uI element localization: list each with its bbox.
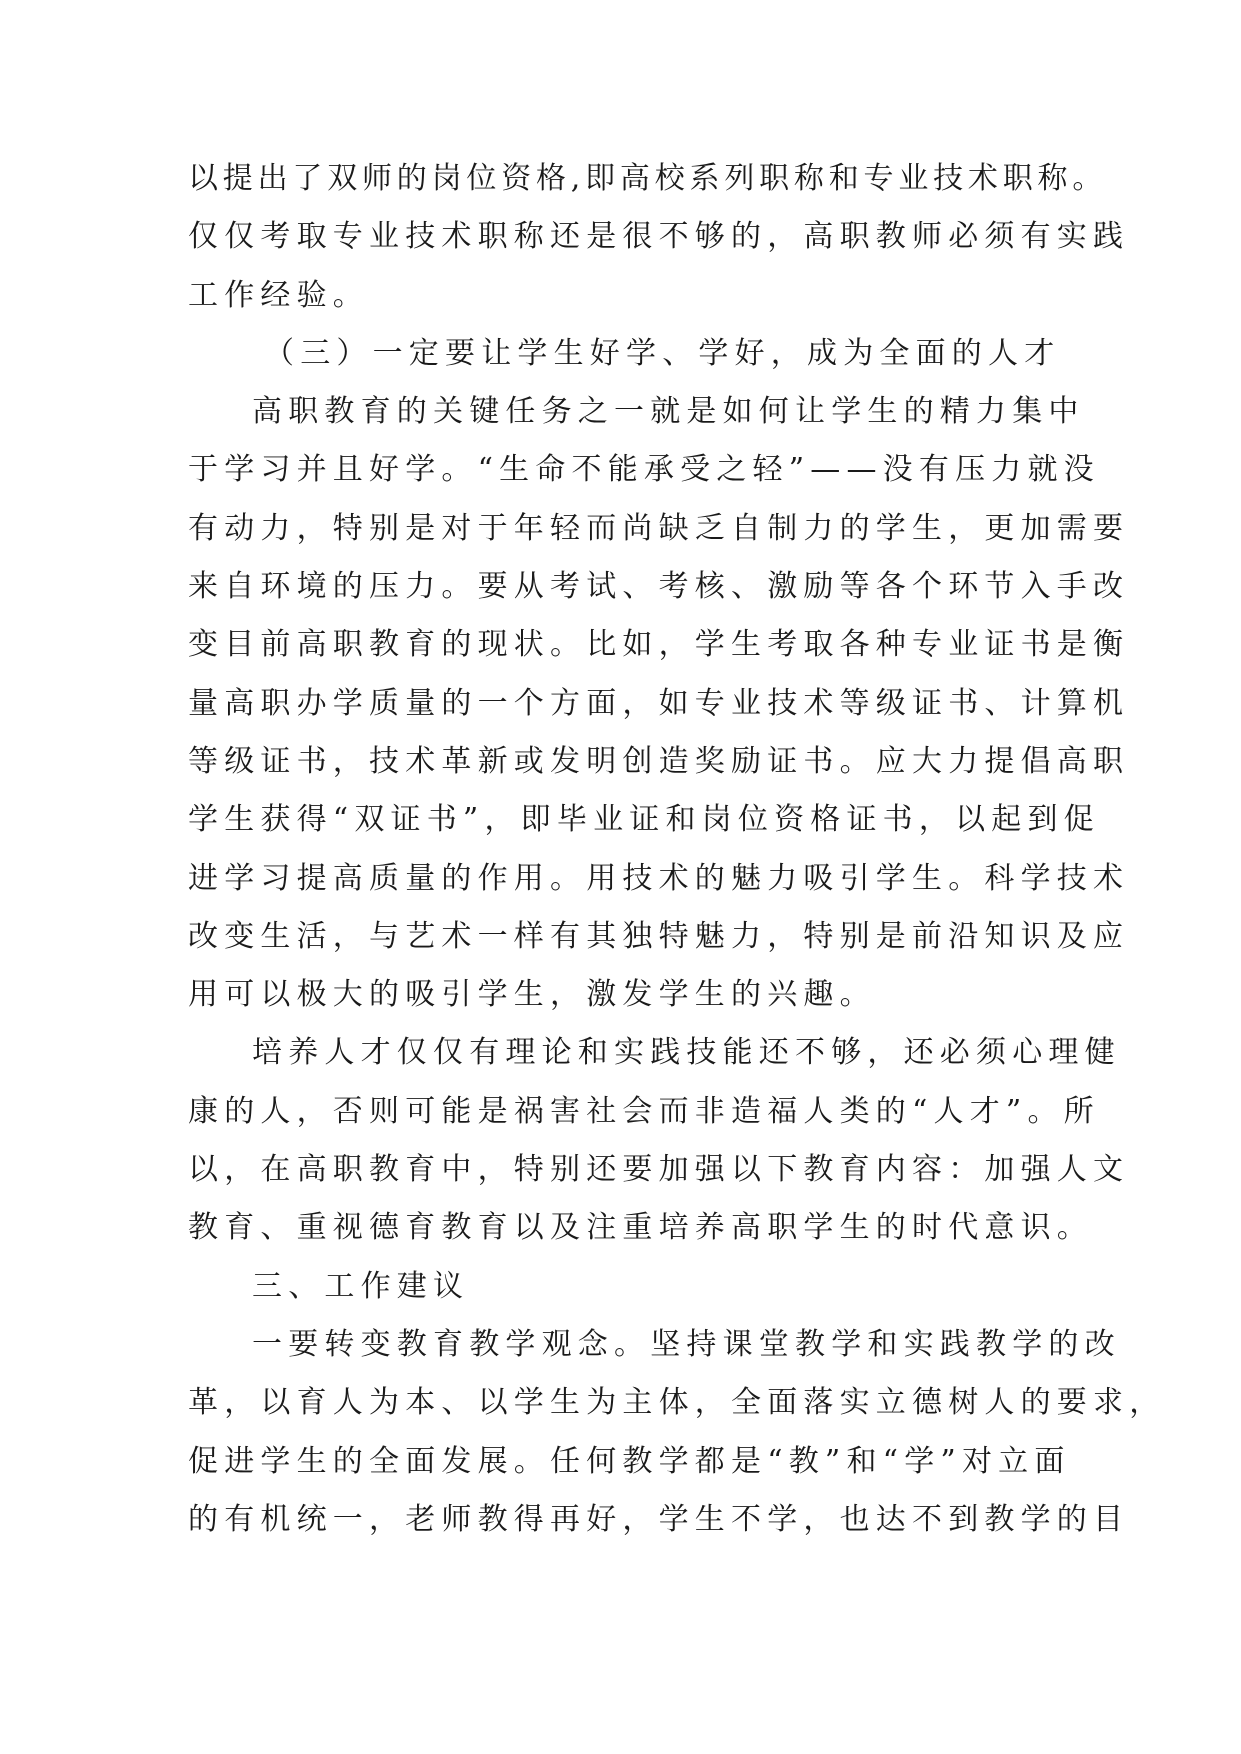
- text-line: 教育、重视德育教育以及注重培养高职学生的时代意识。: [188, 1210, 1093, 1246]
- text-line: 量高职办学质量的一个方面，如专业技术等级证书、计算机: [188, 685, 1130, 721]
- section-heading: （三）一定要让学生好学、学好，成为全面的人才: [264, 335, 1061, 371]
- text-line: 以提出了双师的岗位资格,即高校系列职称和专业技术职称。: [188, 161, 1108, 196]
- text-line: 有动力，特别是对于年轻而尚缺乏自制力的学生，更加需要: [188, 510, 1130, 546]
- text-line: 促进学生的全面发展。任何教学都是“教”和“学”对立面: [188, 1443, 1071, 1479]
- paragraph-start: 培养人才仅仅有理论和实践技能还不够，还必须心理健: [252, 1035, 1121, 1071]
- text-line: 变目前高职教育的现状。比如，学生考取各种专业证书是衡: [188, 627, 1130, 663]
- paragraph-start: 一要转变教育教学观念。坚持课堂教学和实践教学的改: [252, 1326, 1121, 1362]
- text-line: 于学习并且好学。“生命不能承受之轻”——没有压力就没: [188, 452, 1100, 488]
- text-line: 以，在高职教育中，特别还要加强以下教育内容：加强人文: [188, 1152, 1130, 1188]
- text-line: 来自环境的压力。要从考试、考核、激励等各个环节入手改: [188, 569, 1130, 605]
- text-line: 改变生活，与艺术一样有其独特魅力，特别是前沿知识及应: [188, 918, 1130, 954]
- text-line: 用可以极大的吸引学生，激发学生的兴趣。: [188, 977, 876, 1013]
- document-body: [188, 150, 1166, 1549]
- text-line: 工作经验。: [188, 277, 369, 313]
- text-line: 革，以育人为本、以学生为主体，全面落实立德树人的要求，: [188, 1385, 1166, 1421]
- text-line: 的有机统一，老师教得再好，学生不学，也达不到教学的目: [188, 1501, 1130, 1537]
- text-line: 进学习提高质量的作用。用技术的魅力吸引学生。科学技术: [188, 860, 1130, 896]
- paragraph-start: 高职教育的关键任务之一就是如何让学生的精力集中: [252, 394, 1085, 430]
- section-heading: 三、工作建议: [252, 1268, 470, 1304]
- text-line: 康的人，否则可能是祸害社会而非造福人类的“人才”。所: [188, 1093, 1100, 1129]
- text-line: 仅仅考取专业技术职称还是很不够的，高职教师必须有实践: [188, 219, 1130, 255]
- text-line: 学生获得“双证书”，即毕业证和岗位资格证书，以起到促: [188, 802, 1100, 838]
- text-line: 等级证书，技术革新或发明创造奖励证书。应大力提倡高职: [188, 743, 1130, 779]
